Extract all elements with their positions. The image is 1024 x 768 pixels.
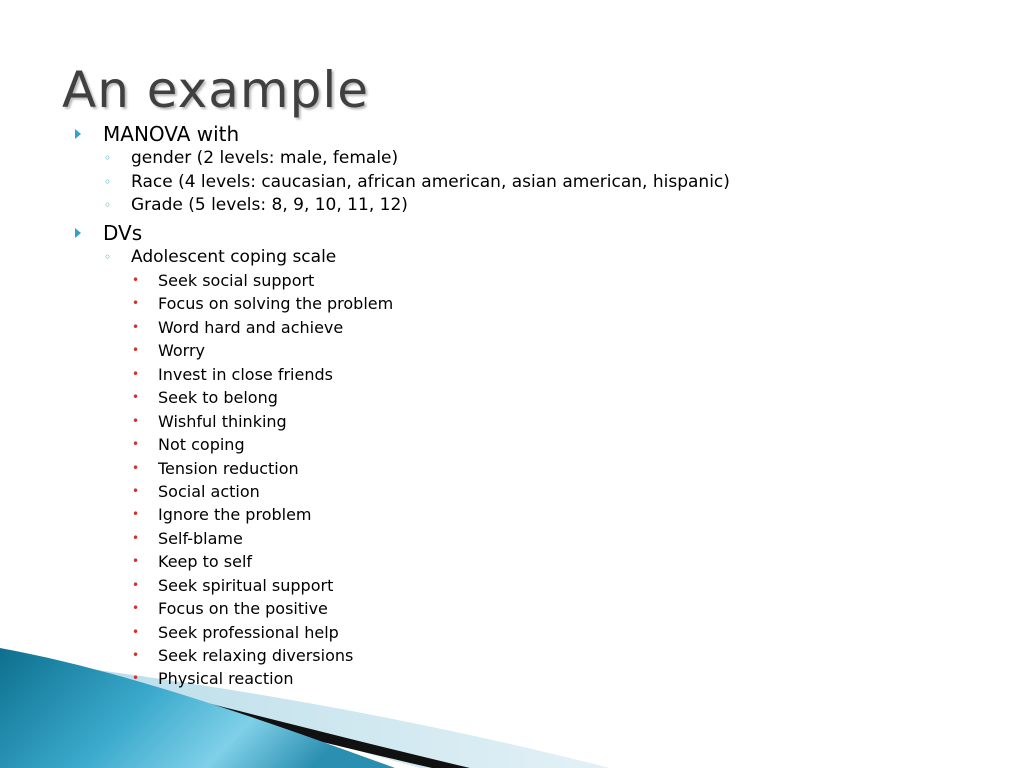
dot-bullet-icon: • bbox=[132, 319, 140, 334]
bullet-text: Seek relaxing diversions bbox=[158, 646, 354, 665]
ring-bullet-icon: ◦ bbox=[104, 198, 112, 212]
list-item bbox=[72, 597, 972, 620]
bullet-text: Word hard and achieve bbox=[158, 317, 344, 337]
dot-bullet-icon: • bbox=[132, 366, 140, 381]
dot-bullet-icon: • bbox=[132, 530, 140, 545]
sub-bullet-race bbox=[72, 171, 972, 195]
dot-bullet-icon: • bbox=[132, 460, 140, 475]
list-item bbox=[72, 527, 972, 550]
bullet-dvs bbox=[72, 220, 972, 246]
dot-bullet-icon: • bbox=[132, 507, 140, 522]
list-item bbox=[72, 386, 972, 409]
bullet-text: Wishful thinking bbox=[158, 411, 287, 431]
dot-bullet-icon: • bbox=[132, 624, 140, 639]
bullet-text: Tension reduction bbox=[158, 458, 299, 478]
list-item bbox=[72, 667, 972, 690]
bullet-text: Seek social support bbox=[158, 271, 315, 290]
dot-bullet-icon: • bbox=[132, 413, 140, 428]
dot-bullet-icon: • bbox=[132, 390, 140, 405]
sub-bullet-coping-scale bbox=[72, 246, 972, 270]
bullet-text: Adolescent coping scale bbox=[131, 246, 337, 267]
bullet-text: Seek to belong bbox=[158, 388, 278, 408]
ring-bullet-icon: ◦ bbox=[104, 174, 112, 189]
bullet-text: Seek professional help bbox=[158, 622, 339, 642]
bullet-text: Keep to self bbox=[158, 552, 253, 572]
list-item bbox=[72, 644, 972, 667]
bullet-text: Focus on the positive bbox=[158, 599, 328, 619]
ring-bullet-icon: ◦ bbox=[104, 151, 112, 165]
bullet-text: Grade (5 levels: 8, 9, 10, 11, 12) bbox=[131, 195, 408, 215]
dot-bullet-icon: • bbox=[132, 554, 140, 569]
bullet-text: Ignore the problem bbox=[158, 505, 312, 525]
bullet-text: Not coping bbox=[158, 435, 245, 455]
arrow-bullet-icon bbox=[75, 129, 81, 139]
list-item bbox=[72, 480, 972, 503]
list-item bbox=[72, 503, 972, 526]
dot-bullet-icon: • bbox=[132, 671, 140, 686]
dot-bullet-icon: • bbox=[132, 343, 140, 358]
list-item bbox=[72, 574, 972, 597]
bullet-text: gender (2 levels: male, female) bbox=[131, 148, 399, 168]
bullet-text: Seek spiritual support bbox=[158, 575, 334, 595]
dot-bullet-icon: • bbox=[132, 577, 140, 592]
bullet-manova bbox=[72, 121, 972, 147]
bullet-text: Social action bbox=[158, 481, 260, 501]
arrow-bullet-icon bbox=[75, 228, 81, 238]
list-item bbox=[72, 410, 972, 433]
bullet-text: Invest in close friends bbox=[158, 364, 333, 384]
bullet-text: Worry bbox=[158, 341, 206, 361]
sub-bullet-gender bbox=[72, 147, 972, 171]
bullet-list bbox=[72, 119, 972, 691]
dot-bullet-icon: • bbox=[132, 437, 140, 452]
list-item bbox=[72, 550, 972, 573]
list-item bbox=[72, 457, 972, 480]
bullet-text: Physical reaction bbox=[158, 669, 294, 689]
list-item bbox=[72, 433, 972, 456]
list-item bbox=[72, 269, 972, 292]
dot-bullet-icon: • bbox=[132, 296, 140, 311]
bullet-text: MANOVA with bbox=[103, 122, 240, 146]
dot-bullet-icon: • bbox=[132, 273, 140, 287]
list-item bbox=[72, 292, 972, 315]
list-item bbox=[72, 363, 972, 386]
list-item bbox=[72, 339, 972, 362]
bullet-text: DVs bbox=[103, 220, 143, 245]
sub-bullet-grade bbox=[72, 194, 972, 218]
dot-bullet-icon: • bbox=[132, 601, 140, 616]
dot-bullet-icon: • bbox=[132, 483, 140, 498]
ring-bullet-icon: ◦ bbox=[104, 249, 112, 264]
bullet-text: Focus on solving the problem bbox=[158, 294, 394, 314]
dot-bullet-icon: • bbox=[132, 648, 140, 662]
bullet-text: Self-blame bbox=[158, 528, 243, 548]
slide-title: An example bbox=[62, 61, 369, 119]
bullet-text: Race (4 levels: caucasian, african american, asian american, hispanic) bbox=[131, 171, 730, 192]
list-item bbox=[72, 621, 972, 644]
list-item bbox=[72, 316, 972, 339]
